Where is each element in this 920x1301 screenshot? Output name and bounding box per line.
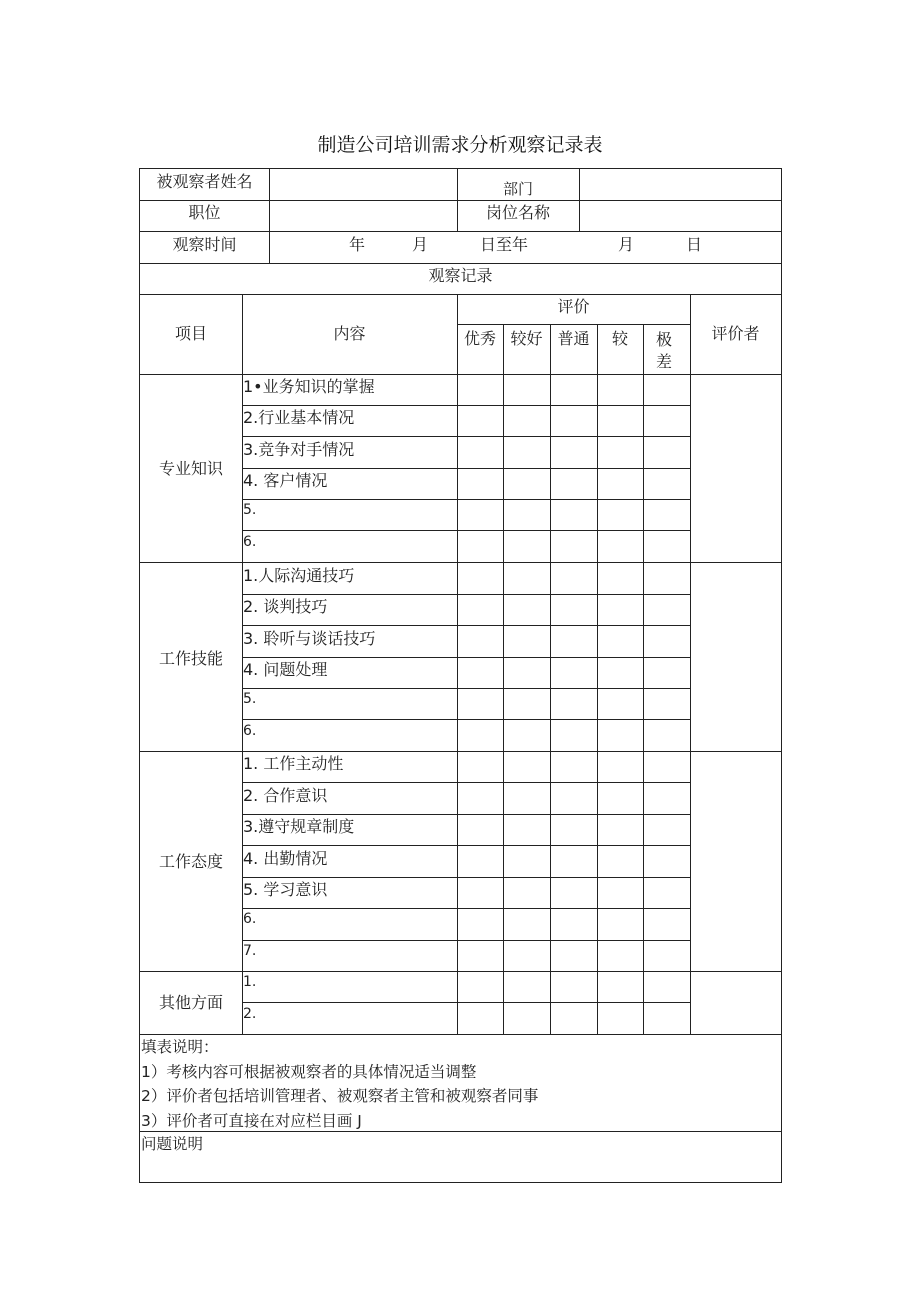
list-item: 2. <box>243 1006 257 1022</box>
observation-form <box>139 168 782 1183</box>
list-item: 4. 客户情况 <box>243 471 328 490</box>
list-item: 2. 合作意识 <box>243 786 328 805</box>
list-item: 4. 出勤情况 <box>243 849 328 868</box>
list-item: 2. 谈判技巧 <box>243 597 328 616</box>
divider <box>242 594 690 595</box>
list-item: 3.遵守规章制度 <box>243 817 355 836</box>
document-title: 制造公司培训需求分析观察记录表 <box>317 134 603 156</box>
divider <box>140 1034 781 1035</box>
divider <box>140 294 781 295</box>
record-title: 观察记录 <box>428 266 493 285</box>
divider <box>269 169 270 263</box>
divider <box>242 1002 690 1003</box>
divider <box>242 625 690 626</box>
time-day-2: 日 <box>686 235 703 254</box>
divider <box>242 719 690 720</box>
job-title-label: 岗位名称 <box>485 203 550 222</box>
list-item: 2.行业基本情况 <box>243 408 355 427</box>
divider <box>579 169 580 231</box>
section-name: 专业知识 <box>158 459 223 478</box>
list-item: 1.人际沟通技巧 <box>243 566 355 585</box>
list-item: 1•业务知识的掌握 <box>243 377 375 396</box>
instructions-title: 填表说明： <box>141 1038 219 1056</box>
divider <box>242 468 690 469</box>
divider <box>242 940 690 941</box>
list-item: 7. <box>243 943 257 959</box>
list-item: 3.竞争对手情况 <box>243 440 355 459</box>
rating-average: 普通 <box>557 329 590 348</box>
problem-label: 问题说明 <box>141 1135 204 1153</box>
section-name: 工作技能 <box>158 649 223 668</box>
divider <box>242 814 690 815</box>
divider <box>242 877 690 878</box>
list-item: 6. <box>243 534 257 550</box>
divider <box>140 231 781 232</box>
divider <box>242 405 690 406</box>
list-item: 1. <box>243 974 257 990</box>
time-month: 月 <box>412 235 429 254</box>
column-evaluator: 评价者 <box>711 324 760 343</box>
list-item: 6. <box>243 911 257 927</box>
divider <box>690 294 691 1034</box>
position-label: 职位 <box>188 203 221 222</box>
divider <box>242 782 690 783</box>
section-name: 其他方面 <box>158 993 223 1012</box>
divider <box>140 374 781 375</box>
column-evaluation: 评价 <box>557 297 590 316</box>
divider <box>242 845 690 846</box>
instruction-line: 3）评价者可直接在对应栏目画 J <box>141 1112 362 1130</box>
list-item: 3. 聆听与谈话技巧 <box>243 629 376 648</box>
section-name: 工作态度 <box>158 852 223 871</box>
time-year: 年 <box>349 235 366 254</box>
list-item: 6. <box>243 723 257 739</box>
divider <box>643 324 644 1034</box>
time-label: 观察时间 <box>172 235 237 254</box>
rating-fair: 较 <box>611 329 628 348</box>
divider <box>140 971 781 972</box>
divider <box>550 324 551 1034</box>
divider <box>140 562 781 563</box>
divider <box>140 751 781 752</box>
instruction-line: 1）考核内容可根据被观察者的具体情况适当调整 <box>141 1063 477 1081</box>
divider <box>140 200 781 201</box>
divider <box>457 324 690 325</box>
divider <box>242 908 690 909</box>
divider <box>242 530 690 531</box>
divider <box>503 324 504 1034</box>
divider <box>242 657 690 658</box>
time-day-to-year: 日至年 <box>480 235 529 254</box>
column-item: 项目 <box>174 324 207 343</box>
instruction-line: 2）评价者包括培训管理者、被观察者主管和被观察者同事 <box>141 1087 539 1105</box>
rating-poor: 极差 <box>655 330 672 371</box>
list-item: 5. <box>243 502 257 518</box>
column-content: 内容 <box>333 324 366 343</box>
divider <box>242 499 690 500</box>
divider <box>242 688 690 689</box>
divider <box>597 324 598 1034</box>
divider <box>140 263 781 264</box>
list-item: 5. 学习意识 <box>243 880 328 899</box>
divider <box>242 436 690 437</box>
divider <box>140 1131 781 1132</box>
name-label: 被观察者姓名 <box>156 172 253 191</box>
list-item: 1. 工作主动性 <box>243 754 344 773</box>
time-month-2: 月 <box>618 235 635 254</box>
rating-good: 较好 <box>510 329 543 348</box>
dept-label: 部门 <box>502 180 533 198</box>
list-item: 5. <box>243 691 257 707</box>
list-item: 4. 问题处理 <box>243 660 328 679</box>
rating-excellent: 优秀 <box>463 329 496 348</box>
